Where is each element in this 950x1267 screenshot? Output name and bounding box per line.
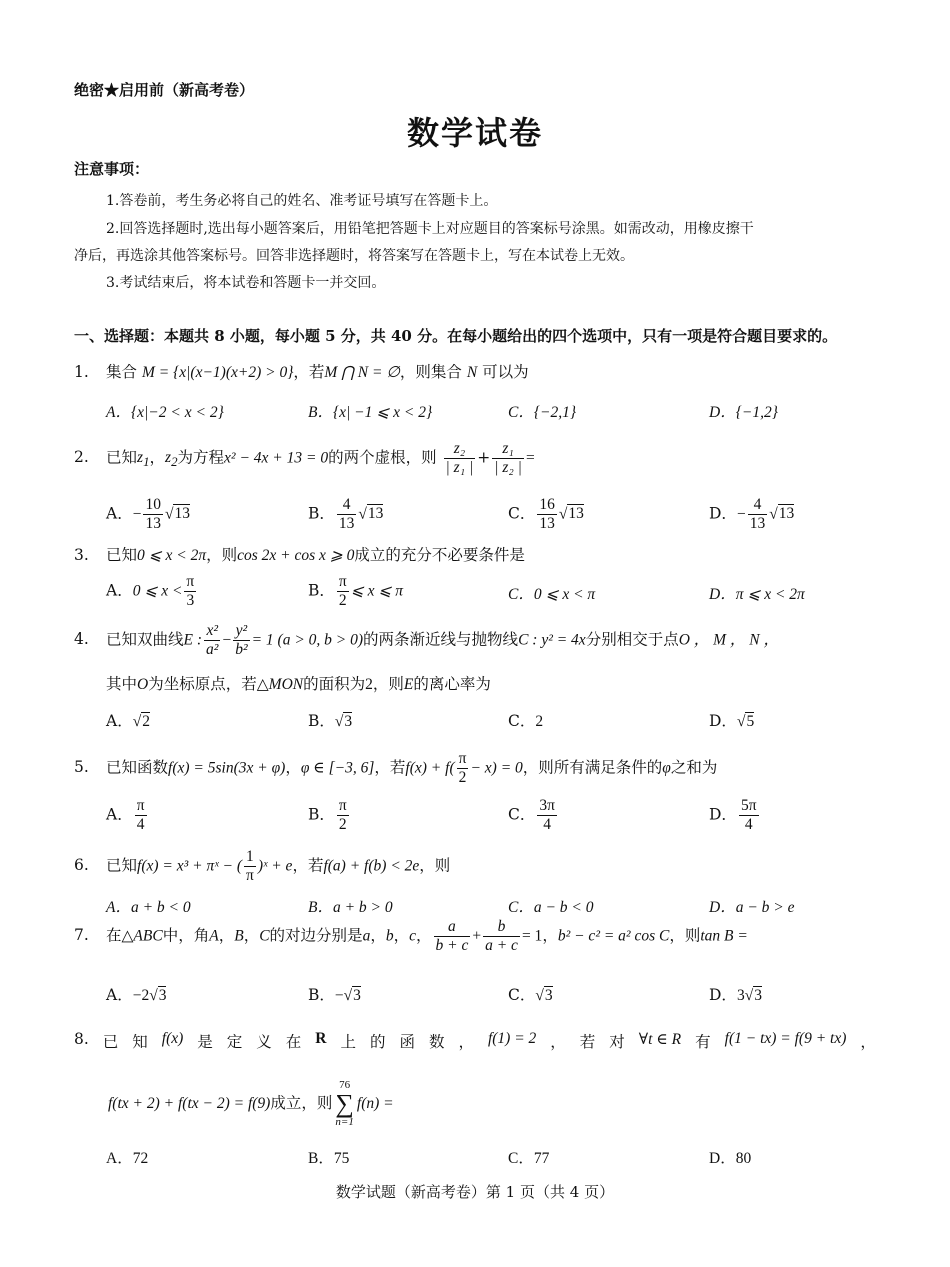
option-5c[interactable]: C． $\frac{3\pi}{4}$ — [508, 797, 555, 833]
option-1c[interactable]: C．{−2,1} — [508, 404, 577, 421]
summation: 76 ∑ n=1 — [335, 1079, 354, 1128]
option-7a[interactable]: A．−2√3 — [106, 986, 167, 1004]
option-3b[interactable]: B． $\frac{\pi}{2}$ ⩽ x ⩽ π — [308, 573, 403, 609]
page-title: 数学试卷 — [406, 114, 543, 152]
question-8: 8. 已 知 f(x) 是 定 义 在 R 上 的 函 数 ， f(1) = 2 ， 若 对 ∀t ∈ R 有 f(1 − tx) = f(9 + tx) ， — [74, 1030, 876, 1051]
fraction: $\frac{\text{z₁}}{\text{| z₂ |}}$ — [494, 440, 522, 476]
option-2c[interactable]: C． $\frac{16}{13}$ √13 — [508, 496, 584, 532]
option-5a[interactable]: A． $\frac{\pi}{4}$ — [106, 797, 145, 833]
option-2a[interactable]: A．− $\frac{10}{13}$ √13 — [106, 496, 190, 532]
option-8a[interactable]: A．72 — [106, 1150, 149, 1167]
question-4: 4. 已知双曲线E : $\frac{\text{x²}}{\text{a²}}$ − $\frac{\text{y²}}{\text{b²}}$ = 1 (a > 0, b > 0)的两条渐近线与抛物线C : y² = 4x分别相交于点O ， M ， N ， — [74, 622, 780, 658]
notice-item-1: 1.答卷前，考生务必将自己的姓名、准考证号填写在答题卡上。 — [106, 193, 498, 209]
option-2b[interactable]: B． $\frac{4}{13}$ √13 — [308, 496, 384, 532]
option-4a[interactable]: A．√2 — [106, 712, 150, 730]
option-6a[interactable]: A．a + b < 0 — [106, 899, 191, 916]
notice-item-2-cont: 净后，再选涂其他答案标号。回答非选择题时，将答案写在答题卡上，写在本试卷上无效。 — [74, 248, 634, 264]
option-7c[interactable]: C．√3 — [508, 986, 553, 1004]
option-8d[interactable]: D．80 — [709, 1150, 752, 1167]
confidential-tag: 绝密★启用前（新高考卷） — [74, 81, 255, 99]
page-footer: 数学试题（新高考卷）第 1 页（共 4 页） — [335, 1183, 615, 1201]
option-1a[interactable]: A．{x|−2 < x < 2} — [106, 404, 224, 421]
fraction: $\frac{b}{a + c}$ — [485, 918, 518, 954]
option-6c[interactable]: C．a − b < 0 — [508, 899, 594, 916]
fraction: $\frac{1}{\pi}$ — [245, 848, 254, 884]
fraction: $\frac{\text{z₂}}{\text{| z₁ |}}$ — [445, 440, 474, 476]
question-2: 2. 已知$z_1$，$z_2$为方程x² − 4x + 13 = 0的两个虚根，则 $\frac{\text{z₂}}{\text{| z₁ |}}$ + $\frac{\text{z₁}}{\text{| z₂ |}}$ = — [74, 440, 535, 476]
option-1d[interactable]: D．{−1,2} — [709, 404, 778, 421]
option-2d[interactable]: D．− $\frac{4}{13}$ √13 — [709, 496, 795, 532]
option-1b[interactable]: B．{x| −1 ⩽ x < 2} — [308, 404, 433, 421]
section-heading: 一、选择题：本题共 8 小题，每小题 5 分，共 40 分。在每小题给出的四个选项中，只有一项是符合题目要求的。 — [74, 327, 838, 345]
option-5b[interactable]: B． $\frac{\pi}{2}$ — [308, 797, 347, 833]
question-1: 1. 集合 M = {x|(x−1)(x+2) > 0}，若M ⋂ N = ∅，则集合 N 可以为 — [74, 363, 529, 381]
question-7: 7. 在△ABC中，角A，B，C的对边分别是a，b，c， $\frac{a}{b + c}$ + $\frac{b}{a + c}$ = 1，b² − c² = a² cos C，则tan B = — [74, 918, 748, 954]
option-4b[interactable]: B．√3 — [308, 712, 353, 730]
question-6: 6. 已知f(x) = x³ + πˣ − ( $\frac{1}{\pi}$ )ˣ + e，若f(a) + f(b) < 2e，则 — [74, 848, 451, 884]
option-3c[interactable]: C．0 ⩽ x < π — [508, 586, 596, 603]
option-3d[interactable]: D．π ⩽ x < 2π — [709, 586, 805, 603]
notice-heading: 注意事项： — [74, 160, 150, 178]
question-4-line2: 其中O为坐标原点，若△MON的面积为2，则E的离心率为 — [106, 675, 491, 693]
fraction: $\frac{\text{y²}}{\text{b²}}$ — [235, 622, 248, 658]
option-4d[interactable]: D．√5 — [709, 712, 755, 730]
option-7d[interactable]: D．3√3 — [709, 986, 762, 1004]
fraction: $\frac{a}{b + c}$ — [435, 918, 469, 954]
option-7b[interactable]: B．−√3 — [308, 986, 361, 1004]
option-6b[interactable]: B．a + b > 0 — [308, 899, 393, 916]
option-5d[interactable]: D． $\frac{5\pi}{4}$ — [709, 797, 757, 833]
notice-item-2: 2.回答选择题时,选出每小题答案后，用铅笔把答题卡上对应题目的答案标号涂黑。如需改动，用橡皮擦干 — [106, 221, 754, 237]
option-6d[interactable]: D．a − b > e — [709, 899, 795, 916]
option-8b[interactable]: B．75 — [308, 1150, 350, 1167]
option-4c[interactable]: C．2 — [508, 712, 544, 730]
option-8c[interactable]: C．77 — [508, 1150, 550, 1167]
question-8-line2: f(tx + 2) + f(tx − 2) = f(9)成立，则76 ∑ n=1f(n) = — [108, 1079, 394, 1128]
fraction: $\frac{\pi}{2}$ — [458, 750, 467, 786]
fraction: $\frac{\text{x²}}{\text{a²}}$ — [206, 622, 219, 658]
question-3: 3. 已知0 ⩽ x < 2π，则cos 2x + cos x ⩾ 0成立的充分不必要条件是 — [74, 546, 525, 564]
question-5: 5. 已知函数f(x) = 5sin(3x + φ)，φ ∈ [−3, 6]，若f(x) + f( $\frac{\pi}{2}$ − x) = 0，则所有满足条件的φ之和为 — [74, 750, 718, 786]
option-3a[interactable]: A．0 ⩽ x < $\frac{\pi}{3}$ — [106, 573, 195, 609]
notice-item-3: 3.考试结束后，将本试卷和答题卡一并交回。 — [106, 275, 386, 291]
